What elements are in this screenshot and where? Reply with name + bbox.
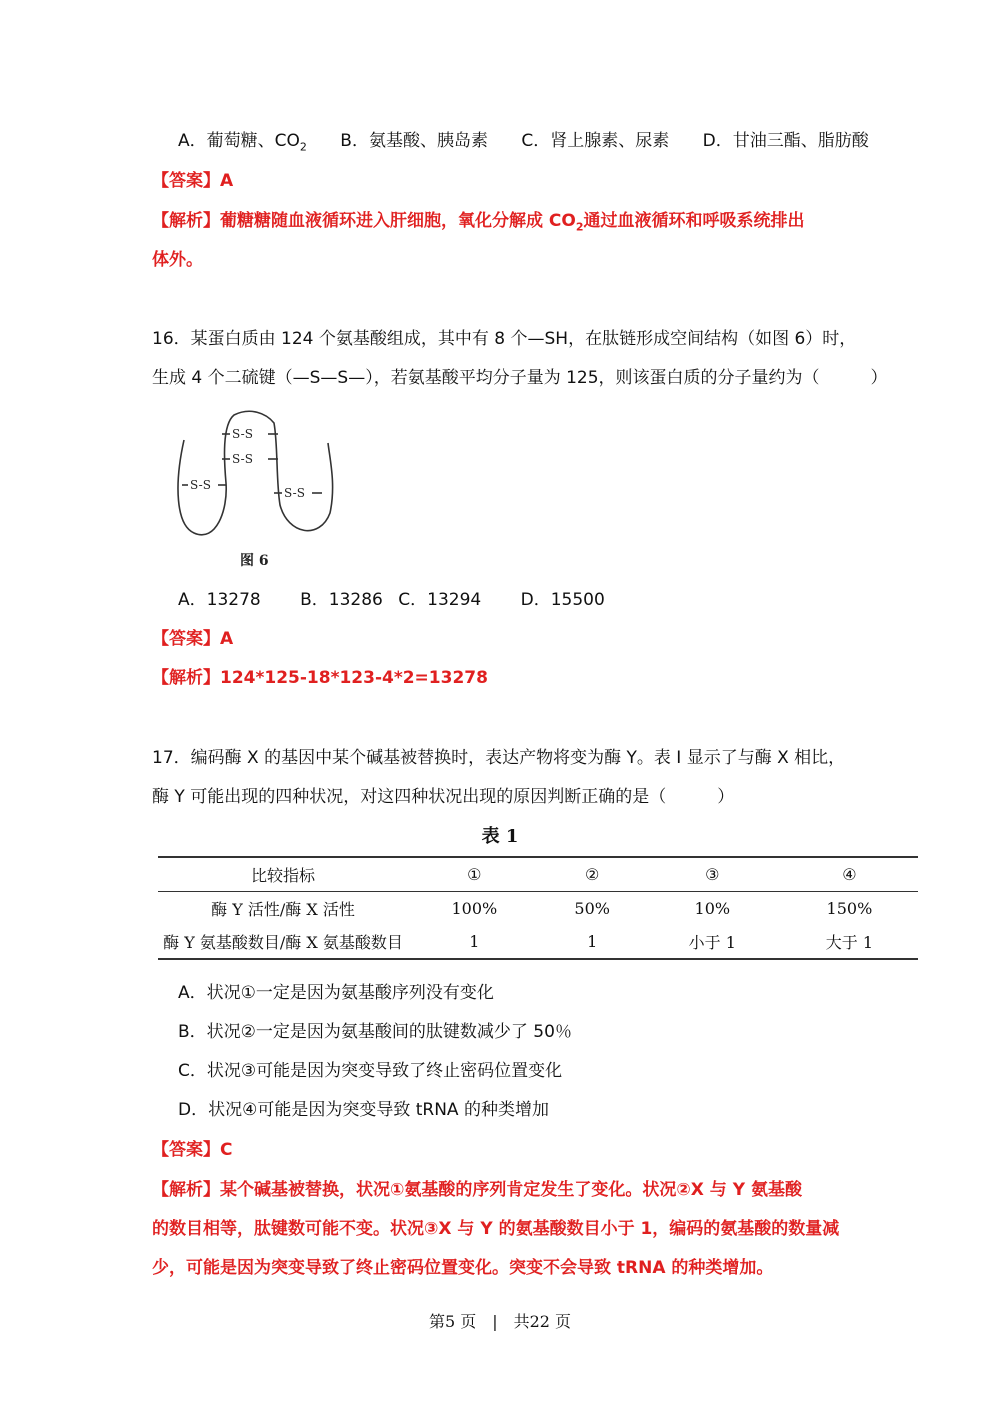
q17-analysis-cont: 的数目相等，肽键数可能不变。状况③X 与 Y 的氨基酸数目小于 1，编码的氨基酸的数量减 xyxy=(152,1219,840,1239)
q17-option-a: A．状况①一定是因为氨基酸序列没有变化 xyxy=(178,983,494,1003)
q16-stem-line2: 生成 4 个二硫键（—S—S—），若氨基酸平均分子量为 125，则该蛋白质的分子量约为（ ） xyxy=(152,368,888,388)
protein-disulfide-figure xyxy=(170,405,350,575)
q17-stem-line2: 酶 Y 可能出现的四种状况，对这四种状况出现的原因判断正确的是（ ） xyxy=(152,787,735,807)
q16-answer: 【答案】A xyxy=(152,629,234,649)
table-cell: 10% xyxy=(694,899,731,918)
q16-options xyxy=(178,588,605,612)
table-header-row xyxy=(158,857,918,892)
q16-option-c: C．13294 xyxy=(398,590,482,610)
q15-answer: 【答案】A xyxy=(152,171,234,191)
table-header-cell: 比较指标 xyxy=(250,866,315,885)
table-cell: 50% xyxy=(574,899,610,918)
q15-option-b: B．氨基酸、胰岛素 xyxy=(340,131,488,151)
table-cell: 小于 1 xyxy=(688,933,736,952)
q17-option-b: B．状况②一定是因为氨基酸间的肽键数减少了 50％ xyxy=(178,1022,572,1042)
q17-analysis: 【解析】某个碱基被替换，状况①氨基酸的序列肯定发生了变化。状况②X 与 Y 氨基酸 xyxy=(152,1180,802,1200)
figure-caption: 图 6 xyxy=(240,553,269,569)
page-footer: 第5 页 | 共22 页 xyxy=(428,1312,572,1331)
q17-answer: 【答案】C xyxy=(152,1140,233,1160)
q15-options xyxy=(178,129,869,159)
table-cell: 酶 Y 活性/酶 X 活性 xyxy=(211,900,355,919)
table-header-cell: ④ xyxy=(842,865,857,884)
table-cell: 大于 1 xyxy=(825,933,874,952)
table-cell: 1 xyxy=(587,932,598,951)
table-cell: 150% xyxy=(826,899,873,918)
q15-option-a: A．葡萄糖、$CO_2$ xyxy=(178,131,307,154)
table-cell: 100% xyxy=(451,899,498,918)
table-cell: 1 xyxy=(469,932,480,951)
q16-option-b: B．13286 xyxy=(300,590,383,610)
table-row xyxy=(158,892,918,926)
table-cell: 酶 Y 氨基酸数目/酶 X 氨基酸数目 xyxy=(163,933,403,952)
q17-option-d: D．状况④可能是因为突变导致 tRNA 的种类增加 xyxy=(178,1100,549,1120)
disulfide-bond-label: S-S xyxy=(190,478,211,492)
q16-option-d: D．15500 xyxy=(520,590,605,610)
q15-analysis-cont: 体外。 xyxy=(152,250,203,270)
table-header-cell: ① xyxy=(467,865,482,884)
table-row xyxy=(158,925,918,959)
q17-option-c: C．状况③可能是因为突变导致了终止密码位置变化 xyxy=(178,1061,563,1081)
table-header-cell: ② xyxy=(585,865,600,884)
q16-stem-line1: 16．某蛋白质由 124 个氨基酸组成，其中有 8 个—SH，在肽链形成空间结构（如图 6）时， xyxy=(152,329,857,349)
q15-option-c: C．肾上腺素、尿素 xyxy=(521,131,670,151)
table-title: 表 1 xyxy=(481,826,519,847)
disulfide-bond-label: S-S xyxy=(284,486,305,500)
comparison-table xyxy=(158,856,918,960)
q17-analysis-cont: 少，可能是因为突变导致了终止密码位置变化。突变不会导致 tRNA 的种类增加。 xyxy=(152,1258,774,1278)
q16-analysis: 【解析】124*125-18*123-4*2=13278 xyxy=(152,668,488,688)
q15-option-d: D．甘油三酯、脂肪酸 xyxy=(702,131,869,151)
table-header-cell: ③ xyxy=(705,865,720,884)
q15-analysis: 【解析】葡糖糖随血液循环进入肝细胞，氧化分解成 $CO_2$通过血液循环和呼吸系统排出 xyxy=(152,211,805,234)
q16-option-a: A．13278 xyxy=(178,590,261,610)
disulfide-bond-label: S-S xyxy=(232,452,253,466)
disulfide-bond-label: S-S xyxy=(232,427,253,441)
q17-stem-line1: 17．编码酶 X 的基因中某个碱基被替换时，表达产物将变为酶 Y。表 I 显示了与酶 X 相比， xyxy=(152,748,846,768)
